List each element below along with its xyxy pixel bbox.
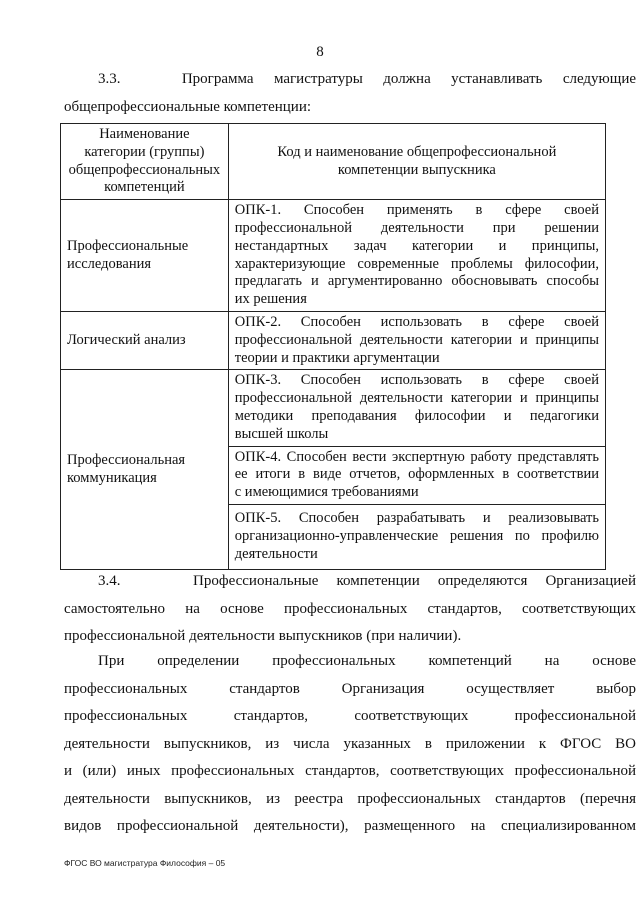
header-competency-cell (228, 124, 605, 200)
competency-line: их решения (234, 291, 307, 308)
text-line: профессиональных стандартов Организация осуществляет выбор (64, 680, 636, 697)
competency-line: организационно-управленческие решения по профилю (234, 528, 599, 545)
text-line: 3.4. Профессиональные компетенции определяются Организацией (98, 573, 636, 589)
competency-line: профессиональной деятельности категории и принципы (234, 390, 599, 407)
document-footer: ФГОС ВО магистратура Философия – 05 (64, 858, 226, 868)
competency-line: нестандартных задач категории и принципы, (234, 237, 599, 254)
competency-line: профессиональной деятельности при решении (234, 219, 599, 236)
competency-line: профессиональной деятельности категории и принципы (234, 331, 599, 348)
competency-line: ОПК-3. Способен использовать в сфере своей (234, 372, 599, 389)
competency-line: деятельности (234, 545, 318, 562)
header-line: компетенций (104, 179, 185, 196)
category-cell-research (61, 200, 229, 312)
text-line: общепрофессиональные компетенции: (64, 98, 312, 115)
competency-cell-opk3 (228, 370, 605, 446)
competency-line: ОПК-5. Способен разрабатывать и реализовывать (234, 510, 599, 527)
header-line: компетенции выпускника (337, 161, 496, 178)
category-cell-communication (61, 370, 229, 570)
category-line: Логический анализ (67, 331, 186, 348)
header-line: Наименование (99, 126, 190, 142)
competency-cell-opk2 (228, 311, 605, 369)
category-line: Профессиональная (67, 451, 186, 468)
text-line: видов профессиональной деятельности), размещенного на специализированном (64, 818, 636, 834)
competencies-table (60, 123, 606, 570)
table-row (61, 200, 606, 312)
page-number: 8 (316, 44, 324, 60)
competency-line: ОПК-1. Способен применять в сфере своей (234, 202, 599, 219)
competency-line: высшей школы (234, 425, 329, 442)
category-line: исследования (67, 255, 152, 272)
text-line: профессиональной деятельности выпускников (при наличии). (64, 628, 462, 644)
category-line: Профессиональные (67, 237, 189, 254)
competency-line: предлагать и аргументированно обосновывать способы (234, 273, 599, 290)
section-3-4-paragraph (64, 568, 636, 651)
category-cell-logic (61, 311, 229, 369)
text-line: При определении профессиональных компетенций на основе (98, 653, 636, 669)
text-line: профессиональных стандартов, соответствующих профессиональной (64, 708, 636, 724)
competency-cell-opk1 (228, 200, 605, 312)
section-3-3-paragraph (64, 66, 636, 121)
professional-standards-paragraph (64, 648, 636, 841)
competency-line: ОПК-4. Способен вести экспертную работу представлять (234, 448, 599, 465)
competency-line: теории и практики аргументации (234, 349, 440, 366)
header-line: категории (группы) (84, 143, 205, 160)
table-row (61, 311, 606, 369)
competency-cell-opk5 (228, 504, 605, 569)
competency-line: с имеющимися требованиями (234, 484, 419, 501)
competency-line: методики преподавания философии и педагогики (234, 407, 599, 424)
text-line: самостоятельно на основе профессиональных стандартов, соответствующих (64, 600, 636, 617)
header-line: общепрофессиональных (68, 161, 221, 178)
table-row (61, 370, 606, 446)
text-line: деятельности выпускников, из реестра профессиональных стандартов (перечня (64, 790, 636, 807)
text-line: 3.3. Программа магистратуры должна устанавливать следующие (98, 71, 636, 87)
category-line: коммуникация (67, 469, 157, 486)
header-category-cell (61, 124, 229, 200)
competency-cell-opk4 (228, 446, 605, 504)
text-line: и (или) иных профессиональных стандартов, соответствующих профессиональной (64, 763, 636, 779)
competency-line: ее итоги в виде отчетов, оформленных в соответствии (234, 466, 599, 483)
header-line: Код и наименование общепрофессиональной (277, 143, 557, 160)
text-line: деятельности выпускников, из числа указанных в приложении к ФГОС ВО (64, 735, 636, 752)
competency-line: ОПК-2. Способен использовать в сфере своей (234, 313, 599, 330)
table-header-row (61, 124, 606, 200)
competency-line: характеризующие современные проблемы философии, (234, 255, 599, 272)
